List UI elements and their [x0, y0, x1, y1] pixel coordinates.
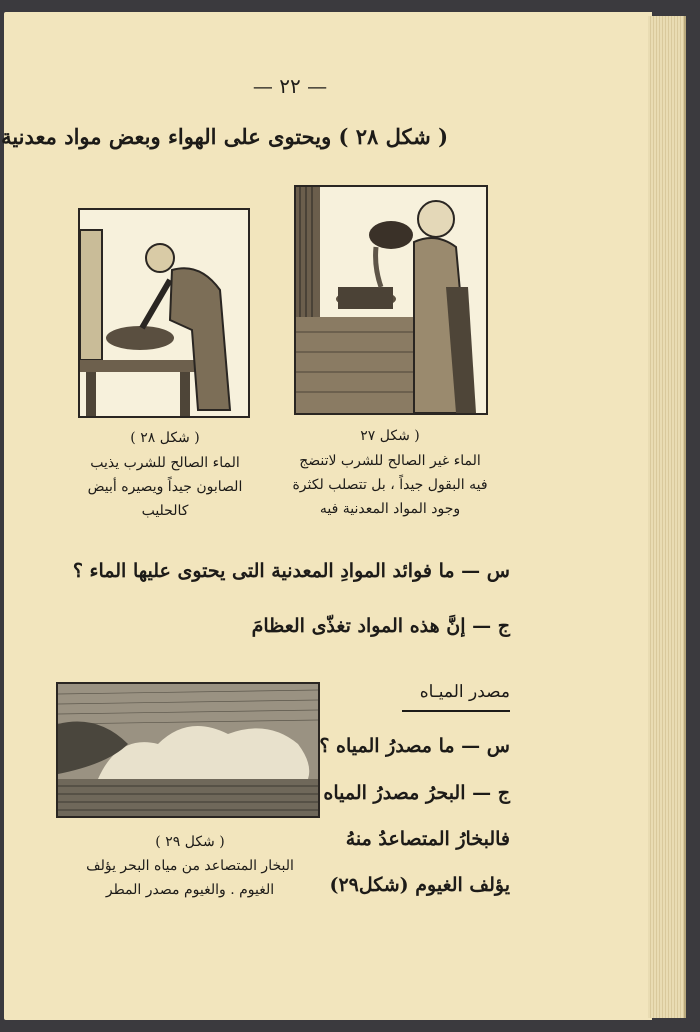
page-number: — ٢٢ — — [252, 74, 328, 98]
figure-29-caption-line-2: الغيوم . والغيوم مصدر المطر — [105, 882, 275, 898]
figure-27-illustration — [294, 185, 488, 415]
figure-27-caption-line-1: الماء غير الصالح للشرب لاتنضج — [299, 453, 481, 469]
figure-27-caption-line-2: فيه البقول جيداً ، بل تتصلب لكثرة — [292, 477, 488, 493]
section-heading-underline — [402, 710, 510, 712]
figure-27-label: ( شكل ٢٧ — [360, 428, 420, 444]
figure-28-caption-line-2: الصابون جيداً ويصيره أبيض — [87, 479, 243, 495]
answer-2-line-3: يؤلف الغيوم (شكل٢٩) — [329, 874, 510, 896]
question-1: س — ما فوائد الموادِ المعدنية التى يحتوى عليها الماء ؟ — [72, 560, 510, 582]
page-edges — [648, 16, 686, 1018]
figure-29-illustration — [56, 682, 320, 818]
figure-29-caption-line-1: البخار المتصاعد من مياه البحر يؤلف — [86, 858, 294, 874]
question-2: س — ما مصدرُ المياه ؟ — [319, 735, 510, 757]
figure-28-caption-line-3: كالحليب — [141, 503, 189, 519]
section-heading: مصدر الميـاه — [419, 682, 510, 702]
figure-29-label: ( شكل ٢٩ ) — [155, 834, 225, 850]
top-text-line: ( شكل ٢٨ ) ويحتوى على الهواء وبعض مواد معدنية — [1, 124, 448, 149]
answer-2-line-1: ج — البحرُ مصدرُ المياه — [323, 782, 510, 804]
figure-28-illustration — [78, 208, 250, 418]
figure-27-caption-line-3: وجود المواد المعدنية فيه — [319, 501, 461, 517]
figure-28-caption-line-1: الماء الصالح للشرب يذيب — [90, 455, 240, 471]
figure-28-label: ( شكل ٢٨ ) — [130, 430, 200, 446]
answer-2-line-2: فالبخارُ المتصاعدُ منهُ — [345, 828, 510, 850]
answer-1: ج — إنَّ هذه المواد تغذّى العظامَ — [251, 615, 510, 637]
